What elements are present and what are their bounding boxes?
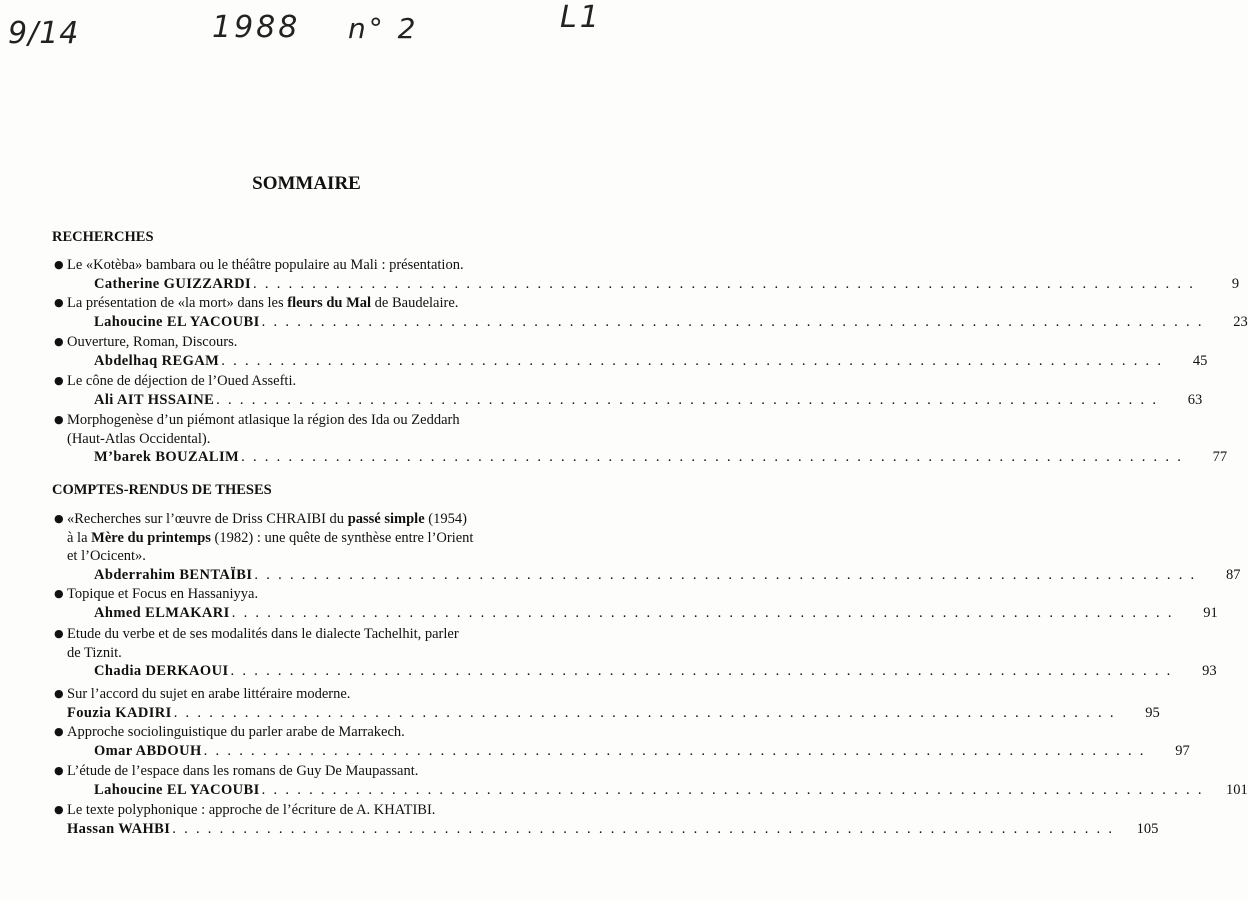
bullet-icon: ●: [54, 258, 64, 271]
entry-title: [67, 762, 560, 781]
entry-title: [67, 644, 560, 663]
bullet-icon: ●: [54, 413, 64, 426]
title-emphasis: fleurs du Mal: [287, 295, 372, 311]
entry-title: [67, 510, 560, 529]
leader-dots: . . . . . . . . . . . . . . . . . . . . . . . . . . . . . . . . . . . . . . . . . . . . . . . . . . . . . . . . . . . . . . . . . . . . . . . . . . . . . . . .: [231, 604, 1174, 621]
handwritten-corner-mark: L1: [560, 0, 602, 35]
title-fragment: Le «Kotèba» bambara ou le théâtre populaire au Mali : présentation.: [67, 257, 464, 273]
author-line: [52, 704, 1160, 723]
bullet-icon: ●: [54, 725, 64, 738]
handwritten-number: n° 2: [348, 12, 419, 45]
entry-title-line: [52, 547, 560, 566]
author-name: Abdelhaq REGAM: [94, 352, 220, 369]
entry-title-line: [52, 723, 560, 742]
author-line: [52, 820, 1159, 839]
title-fragment: de Tiznit.: [67, 644, 122, 661]
title-fragment: de Baudelaire.: [371, 295, 459, 311]
title-fragment: L’étude de l’espace dans les romans de Guy De Maupassant.: [67, 763, 419, 779]
author-line: [52, 352, 1208, 371]
toc-entry[interactable]: [52, 333, 1208, 370]
leader-dots: . . . . . . . . . . . . . . . . . . . . . . . . . . . . . . . . . . . . . . . . . . . . . . . . . . . . . . . . . . . . . . . . . . . . . . . . . . . . . . . .: [253, 275, 1196, 292]
author-line: [52, 391, 1203, 410]
page-title: SOMMAIRE: [252, 173, 361, 194]
entry-title-line: [52, 762, 560, 781]
title-fragment: Sur l’accord du sujet en arabe littéraire moderne.: [67, 686, 351, 702]
bullet-icon: ●: [54, 296, 64, 309]
author-name: Ali AIT HSSAINE: [94, 391, 215, 408]
title-fragment: Le cône de déjection de l’Oued Assefti.: [67, 373, 297, 389]
page-number: 105: [1136, 820, 1159, 837]
author-line: [52, 662, 1217, 681]
title-fragment: Ouverture, Roman, Discours.: [67, 334, 238, 350]
entry-title-line: [52, 372, 560, 391]
author-name: Hassan WAHBI: [67, 820, 171, 837]
title-emphasis: passé simple: [347, 511, 425, 527]
entry-title: [67, 625, 560, 644]
author-line: [52, 448, 1228, 467]
leader-dots: . . . . . . . . . . . . . . . . . . . . . . . . . . . . . . . . . . . . . . . . . . . . . . . . . . . . . . . . . . . . . . . . . . . . . . . . . . . . . . . .: [241, 449, 1184, 465]
entry-title: [67, 801, 560, 820]
toc-entry[interactable]: [52, 411, 1228, 467]
author-name: Lahoucine EL YACOUBI: [94, 781, 260, 798]
page-number: 23: [1233, 313, 1248, 330]
title-fragment: (1954): [424, 511, 467, 527]
author-name: Lahoucine EL YACOUBI: [94, 313, 260, 330]
title-fragment: Approche sociolinguistique du parler arabe de Marrakech.: [67, 724, 405, 740]
leader-dots: . . . . . . . . . . . . . . . . . . . . . . . . . . . . . . . . . . . . . . . . . . . . . . . . . . . . . . . . . . . . . . . . . . . . . . . . . . . . . . . .: [230, 663, 1173, 679]
page-number: 77: [1212, 449, 1228, 465]
page-number: 9: [1231, 275, 1240, 292]
leader-dots: . . . . . . . . . . . . . . . . . . . . . . . . . . . . . . . . . . . . . . . . . . . . . . . . . . . . . . . . . . . . . . . . . . . . . . . . . . . . . . . .: [173, 704, 1116, 721]
entry-title: [67, 529, 560, 548]
author-line: [52, 313, 1248, 332]
bullet-icon: ●: [54, 764, 64, 777]
toc-entry[interactable]: [52, 372, 1203, 409]
bullet-icon: ●: [54, 687, 64, 700]
leader-dots: . . . . . . . . . . . . . . . . . . . . . . . . . . . . . . . . . . . . . . . . . . . . . . . . . . . . . . . . . . . . . . . . . . . . . . . . . . . . . . . .: [216, 391, 1159, 408]
entry-title: [67, 411, 560, 430]
leader-dots: . . . . . . . . . . . . . . . . . . . . . . . . . . . . . . . . . . . . . . . . . . . . . . . . . . . . . . . . . . . . . . . . . . . . . . . . . . . . . . . .: [261, 313, 1204, 330]
entry-title-line: [52, 333, 560, 352]
entry-title-line: [52, 685, 560, 704]
author-line: [52, 604, 1218, 623]
entry-title-line: [52, 801, 560, 820]
handwritten-code: 9/14: [8, 16, 80, 51]
entry-title: [67, 372, 560, 391]
toc-entry[interactable]: [52, 801, 1159, 838]
author-name: M’barek BOUZALIM: [94, 449, 240, 465]
bullet-icon: ●: [54, 803, 64, 816]
author-name: Abderrahim BENTAÏBI: [94, 566, 253, 583]
toc-entry[interactable]: [52, 510, 1241, 584]
author-name: Chadia DERKAOUI: [94, 663, 229, 679]
entry-title-line: [52, 430, 560, 449]
title-fragment: (Haut-Atlas Occidental).: [67, 430, 211, 447]
section-heading: COMPTES-RENDUS DE THESES: [52, 482, 272, 498]
title-fragment: Topique et Focus en Hassaniyya.: [67, 586, 259, 602]
entry-title: [67, 685, 560, 704]
toc-entry[interactable]: [52, 762, 1248, 799]
bullet-icon: ●: [54, 627, 64, 640]
entry-title: [67, 547, 560, 566]
entry-title: [67, 723, 560, 742]
title-fragment: La présentation de «la mort» dans les: [67, 295, 288, 311]
entry-title-line: [52, 625, 560, 644]
entry-title-line: [52, 256, 560, 275]
page-number: 93: [1202, 663, 1217, 679]
author-line: [52, 781, 1248, 800]
entry-title-line: [52, 411, 560, 430]
toc-entry[interactable]: [52, 625, 1217, 681]
bullet-icon: ●: [54, 374, 64, 387]
entry-title: [67, 333, 560, 352]
section-heading: RECHERCHES: [52, 229, 154, 245]
toc-entry[interactable]: [52, 585, 1218, 622]
author-name: Fouzia KADIRI: [67, 704, 172, 721]
entry-title: [67, 430, 560, 449]
entry-title: [67, 294, 560, 313]
author-name: Ahmed ELMAKARI: [94, 604, 230, 621]
title-fragment: à la: [67, 529, 92, 546]
page-number: 45: [1192, 352, 1208, 369]
bullet-icon: ●: [54, 512, 64, 525]
leader-dots: . . . . . . . . . . . . . . . . . . . . . . . . . . . . . . . . . . . . . . . . . . . . . . . . . . . . . . . . . . . . . . . . . . . . . . . . . . . . . . . .: [172, 820, 1115, 837]
author-line: [52, 275, 1240, 294]
toc-entry[interactable]: [52, 256, 1240, 293]
leader-dots: . . . . . . . . . . . . . . . . . . . . . . . . . . . . . . . . . . . . . . . . . . . . . . . . . . . . . . . . . . . . . . . . . . . . . . . . . . . . . . . .: [254, 566, 1197, 583]
title-fragment: Etude du verbe et de ses modalités dans le dialecte Tachelhit, parler: [67, 626, 459, 642]
leader-dots: . . . . . . . . . . . . . . . . . . . . . . . . . . . . . . . . . . . . . . . . . . . . . . . . . . . . . . . . . . . . . . . . . . . . . . . . . . . . . . . .: [261, 781, 1204, 798]
title-fragment: «Recherches sur l’œuvre de Driss CHRAIBI du: [67, 511, 348, 527]
entry-title-line: [52, 510, 560, 529]
author-line: [52, 742, 1190, 761]
author-line: [52, 566, 1241, 585]
bullet-icon: ●: [54, 587, 64, 600]
entry-title-line: [52, 294, 560, 313]
title-fragment: Morphogenèse d’un piémont atlasique la région des Ida ou Zeddarh: [67, 412, 460, 428]
author-name: Catherine GUIZZARDI: [94, 275, 252, 292]
title-emphasis: Mère du printemps: [91, 529, 211, 546]
page-number: 95: [1145, 704, 1160, 721]
entry-title-line: [52, 585, 560, 604]
page-number: 87: [1225, 566, 1241, 583]
entry-title: [67, 585, 560, 604]
author-name: Omar ABDOUH: [94, 742, 202, 759]
page-number: 97: [1175, 742, 1190, 759]
title-fragment: Le texte polyphonique : approche de l’écriture de A. KHATIBI.: [67, 802, 436, 818]
toc-entry[interactable]: [52, 294, 1248, 331]
page-number: 91: [1203, 604, 1218, 621]
title-fragment: et l’Ocicent».: [67, 548, 146, 564]
entry-title-line: [52, 644, 560, 663]
entry-title-line: [52, 529, 560, 548]
leader-dots: . . . . . . . . . . . . . . . . . . . . . . . . . . . . . . . . . . . . . . . . . . . . . . . . . . . . . . . . . . . . . . . . . . . . . . . . . . . . . . . .: [221, 352, 1164, 369]
handwritten-year: 1988: [212, 10, 301, 45]
bullet-icon: ●: [54, 335, 64, 348]
toc-entry[interactable]: [52, 685, 1160, 722]
toc-entry[interactable]: [52, 723, 1190, 760]
leader-dots: . . . . . . . . . . . . . . . . . . . . . . . . . . . . . . . . . . . . . . . . . . . . . . . . . . . . . . . . . . . . . . . . . . . . . . . . . . . . . . . .: [203, 742, 1146, 759]
title-fragment: (1982) : une quête de synthèse entre l’Orient: [210, 529, 474, 546]
page-number: 101: [1226, 781, 1248, 798]
page-number: 63: [1187, 391, 1203, 408]
entry-title: [67, 256, 560, 275]
